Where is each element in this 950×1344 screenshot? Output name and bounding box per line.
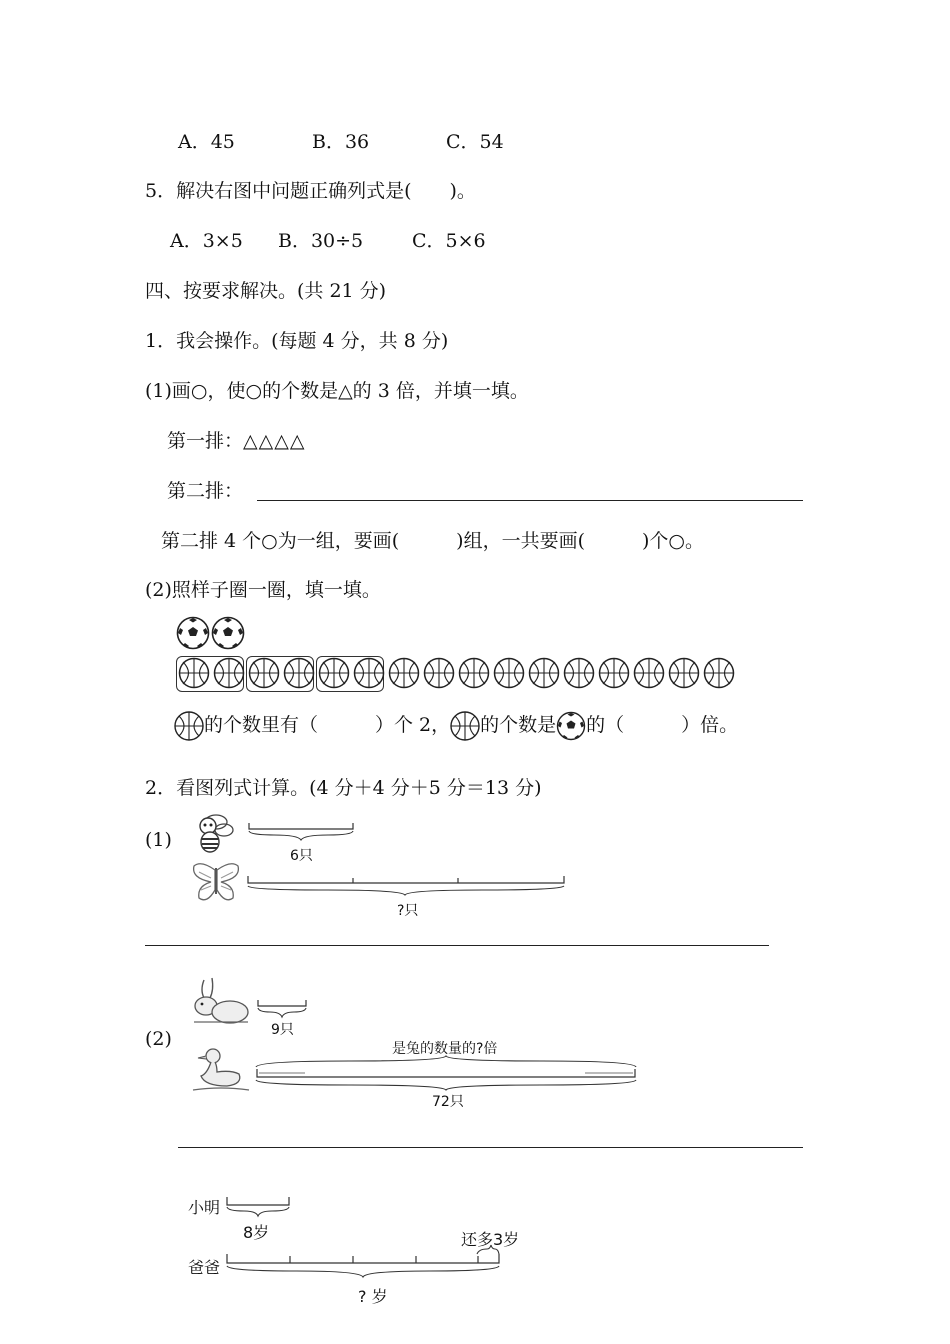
sentence-part2: 的个数是 <box>480 714 557 736</box>
dad-question-label: ? 岁 <box>358 1287 388 1306</box>
sentence-part1: 的个数里有（ ）个 2， <box>204 714 451 736</box>
q5-option-c[interactable]: C．5×6 <box>412 230 486 252</box>
sentence-part3: 的（ ）倍。 <box>586 714 739 736</box>
duck-icon <box>191 1046 251 1094</box>
q1-1-fill: 第二排 4 个○为一组，要画( )组，一共要画( )个○。 <box>161 530 704 552</box>
basketball-icon <box>450 711 480 741</box>
basketball-icon[interactable] <box>633 657 665 689</box>
dad-bar <box>226 1244 516 1288</box>
ming-label: 小明 <box>188 1198 221 1217</box>
bee-bar <box>248 822 378 852</box>
row1-triangles: △△△△ <box>243 430 306 452</box>
basketball-icon[interactable] <box>703 657 735 689</box>
q2-2-number: (2) <box>145 1028 172 1050</box>
rabbit-icon <box>192 976 252 1026</box>
soccer-row <box>176 616 256 656</box>
q1-2-stem: (2)照样子圈一圈，填一填。 <box>145 579 381 601</box>
dad-label: 爸爸 <box>188 1258 221 1277</box>
basketball-icon[interactable] <box>563 657 595 689</box>
row2-label: 第二排： <box>167 480 244 502</box>
soccer-ball-icon <box>211 616 247 652</box>
duck-label: 72只 <box>432 1094 464 1110</box>
basketball-row <box>176 656 756 696</box>
row2-answer-line[interactable] <box>257 500 803 501</box>
q4-option-b[interactable]: B．36 <box>312 131 370 153</box>
q4-options <box>178 130 504 154</box>
basketball-icon[interactable] <box>668 657 700 689</box>
section-title: 四、按要求解决。(共 21 分) <box>145 280 387 302</box>
bee-icon <box>194 812 234 856</box>
basketball-icon[interactable] <box>598 657 630 689</box>
q1-2-sentence <box>174 710 738 741</box>
basketball-icon[interactable] <box>528 657 560 689</box>
q5-option-b[interactable]: B．30÷5 <box>278 230 364 252</box>
basketball-icon[interactable] <box>213 657 245 689</box>
q4-option-a[interactable]: A．45 <box>178 131 235 153</box>
q2-1-answer-line[interactable] <box>145 945 769 946</box>
duck-top-label: 是兔的数量的?倍 <box>392 1041 498 1057</box>
q2-1-number: (1) <box>145 829 172 851</box>
soccer-ball-icon <box>176 616 212 652</box>
basketball-icon[interactable] <box>178 657 210 689</box>
ming-bar <box>226 1196 296 1220</box>
basketball-icon[interactable] <box>493 657 525 689</box>
duck-bar <box>255 1055 645 1095</box>
basketball-icon[interactable] <box>458 657 490 689</box>
q2-title: 2．看图列式计算。(4 分＋4 分＋5 分＝13 分) <box>145 777 542 799</box>
q5-options <box>170 229 570 253</box>
basketball-icon[interactable] <box>388 657 420 689</box>
q2-2-answer-line[interactable] <box>178 1147 803 1148</box>
rabbit-label: 9只 <box>271 1022 294 1038</box>
q1-1-stem: (1)画○，使○的个数是△的 3 倍，并填一填。 <box>145 380 529 402</box>
bee-label: 6只 <box>290 848 313 864</box>
soccer-ball-icon <box>556 711 586 741</box>
row1-label: 第一排： <box>167 430 244 452</box>
q1-title: 1．我会操作。(每题 4 分，共 8 分) <box>145 330 449 352</box>
q5-stem: 5．解决右图中问题正确列式是( )。 <box>145 180 476 202</box>
basketball-icon[interactable] <box>283 657 315 689</box>
basketball-icon[interactable] <box>318 657 350 689</box>
q4-option-c[interactable]: C．54 <box>446 131 504 153</box>
basketball-icon[interactable] <box>248 657 280 689</box>
extra-label: 还多3岁 <box>461 1230 520 1249</box>
basketball-icon <box>174 711 204 741</box>
basketball-icon[interactable] <box>423 657 455 689</box>
ming-value: 8岁 <box>243 1223 270 1242</box>
butterfly-label: ?只 <box>397 903 419 919</box>
row1 <box>167 429 305 453</box>
butterfly-icon <box>191 860 241 904</box>
basketball-icon[interactable] <box>353 657 385 689</box>
q5-option-a[interactable]: A．3×5 <box>170 230 243 252</box>
